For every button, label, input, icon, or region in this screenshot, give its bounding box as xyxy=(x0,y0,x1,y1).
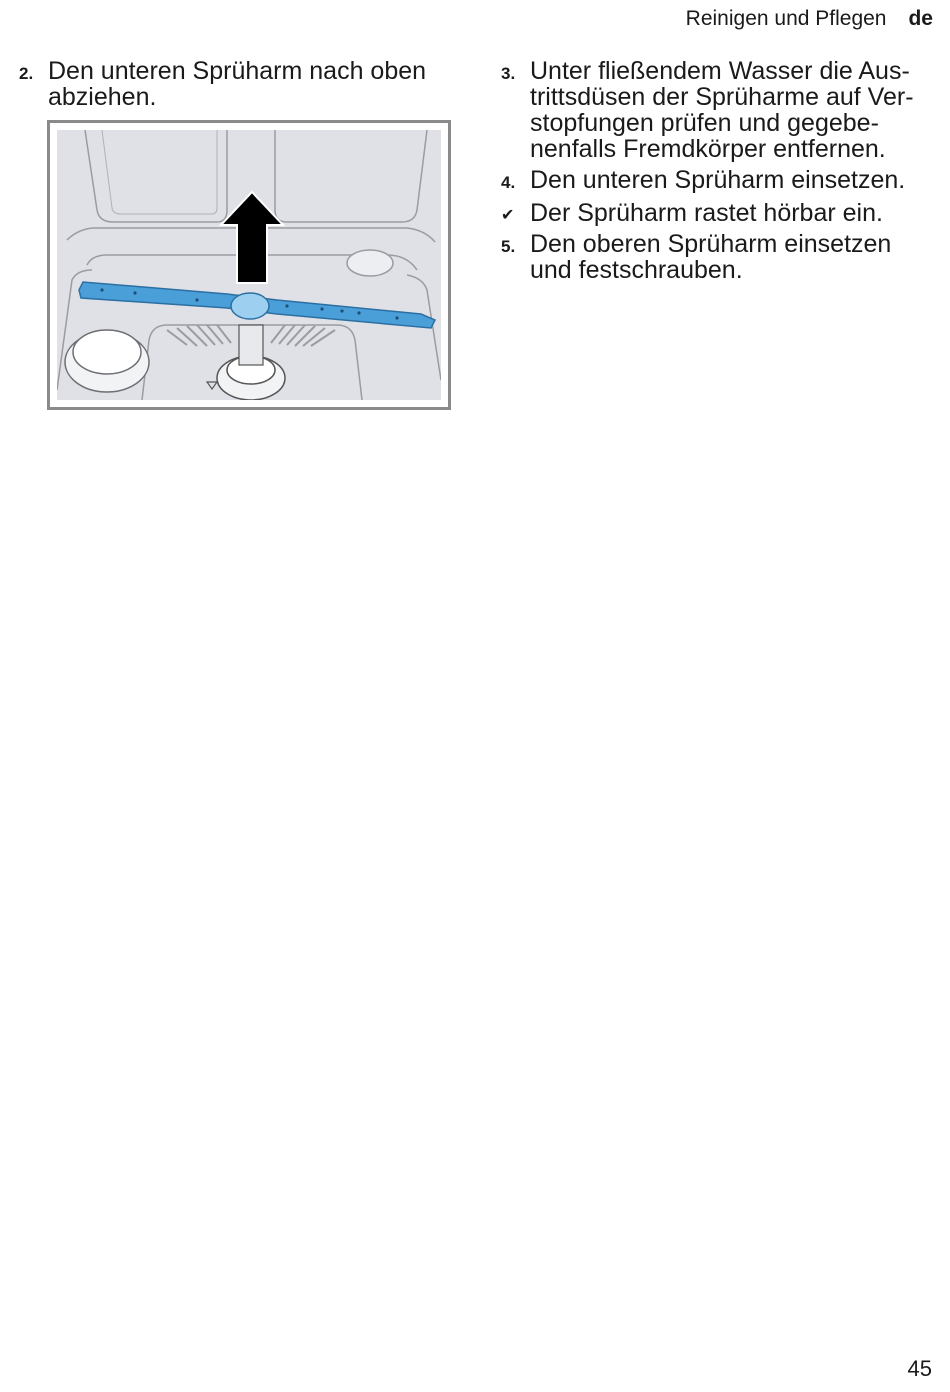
step-text: Den unteren Sprüharm einsetzen. xyxy=(530,166,906,194)
result-check xyxy=(501,200,941,228)
illustration-remove-lower-spray-arm xyxy=(47,120,451,410)
step-text: Den oberen Sprüharm einsetzen und festschrauben. xyxy=(530,230,892,284)
step-text: Den unteren Sprüharm nach oben abziehen. xyxy=(48,57,427,111)
page-header xyxy=(686,7,933,31)
step-text: Unter fließendem Wasser die Aus- trittsdüsen der Sprüharme auf Ver- stopfungen prüfen und gegebe- nenfalls Fremdkörper entfernen. xyxy=(530,57,914,163)
check-icon: ✔ xyxy=(501,207,515,224)
step-2 xyxy=(19,58,449,114)
step-number: 4. xyxy=(501,173,516,192)
result-text: Der Sprüharm rastet hörbar ein. xyxy=(530,199,883,227)
step-3 xyxy=(501,58,941,168)
step-number: 5. xyxy=(501,237,516,256)
step-number: 2. xyxy=(19,64,34,83)
section-title: Reinigen und Pflegen xyxy=(685,7,887,30)
step-5 xyxy=(501,231,941,287)
step-number: 3. xyxy=(501,64,516,83)
page-number: 45 xyxy=(907,1356,932,1381)
language-tag: de xyxy=(908,7,933,30)
step-4 xyxy=(501,167,941,195)
